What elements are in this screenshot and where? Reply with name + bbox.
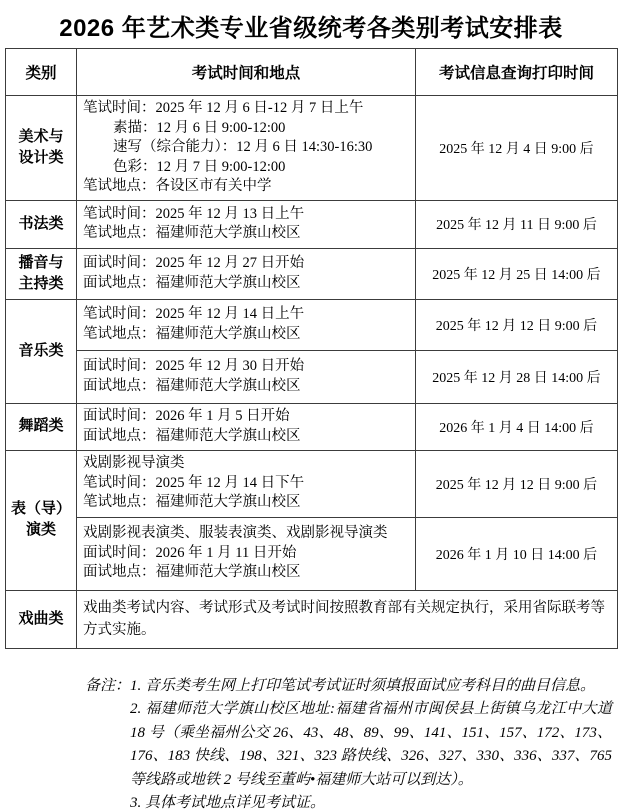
category-cell <box>6 450 77 590</box>
exam-detail-cell <box>77 200 416 248</box>
category-cell <box>6 248 77 299</box>
note-item-2 <box>130 698 612 792</box>
query-time-cell: 2026 年 1 月 4 日 14:00 后 <box>416 403 618 450</box>
category-line: 表（导） <box>10 501 71 517</box>
category-line: 演类 <box>25 522 56 538</box>
detail-line: 速写（综合能力）：12 月 6 日 14:30-16:30 <box>113 139 373 155</box>
detail-line: 面试地点：福建师范大学旗山校区 <box>83 427 301 444</box>
detail-line: 笔试地点：福建师范大学旗山校区 <box>83 494 301 511</box>
table-row-opera <box>6 590 618 648</box>
page-title: 2026 年艺术类专业省级统考各类别考试安排表 <box>59 15 563 42</box>
exam-detail-cell <box>77 299 416 350</box>
exam-detail-cell <box>77 450 416 517</box>
query-time-cell: 2025 年 12 月 4 日 9:00 后 <box>416 96 618 201</box>
category-cell: 书法类 <box>6 200 77 248</box>
detail-line: 戏剧影视表演类、服装表演类、戏剧影视导演类 <box>83 525 388 542</box>
note-line: 1. 音乐类考生网上打印笔试考试证时须填报面试应考科目的曲目信息。 <box>130 677 596 694</box>
table-row-calligraphy <box>6 200 618 248</box>
note-line: 2. 福建师范大学旗山校区地址:福建省福州市闽侯县上街镇乌龙江中大道 <box>130 701 612 717</box>
category-line: 播音与 <box>18 254 64 271</box>
detail-line: 面试地点：福建师范大学旗山校区 <box>83 274 301 291</box>
detail-line: 面试时间：2026 年 1 月 5 日开始 <box>83 408 290 424</box>
category-line: 主持类 <box>18 275 64 292</box>
table-row-performance-interview <box>6 517 618 590</box>
note-item-3 <box>130 792 612 809</box>
header-category: 类别 <box>6 49 77 96</box>
detail-line: 笔试地点：福建师范大学旗山校区 <box>83 225 301 241</box>
category-cell <box>6 96 77 201</box>
exam-detail-cell <box>77 403 416 450</box>
category-line: 美术与 <box>18 128 64 145</box>
exam-detail-cell <box>77 248 416 299</box>
category-cell: 音乐类 <box>6 299 77 403</box>
query-time-cell: 2025 年 12 月 12 日 9:00 后 <box>416 299 618 350</box>
exam-schedule-table <box>5 48 618 649</box>
note-line: 等线路或地铁 2 号线至董屿•福建师大站可以到达）。 <box>130 771 473 788</box>
detail-line: 笔试地点：福建师范大学旗山校区 <box>83 325 301 342</box>
detail-line: 笔试时间：2025 年 12 月 14 日上午 <box>83 306 305 322</box>
query-time-cell: 2025 年 12 月 12 日 9:00 后 <box>416 450 618 517</box>
category-cell: 舞蹈类 <box>6 403 77 450</box>
note-item-1 <box>130 675 612 699</box>
exam-detail-cell <box>77 517 416 590</box>
detail-line: 戏剧影视导演类 <box>83 455 185 472</box>
detail-line: 笔试时间：2025 年 12 月 14 日下午 <box>83 474 305 491</box>
query-time-cell: 2025 年 12 月 25 日 14:00 后 <box>416 248 618 299</box>
note-line: 176、183 快线、198、321、323 路快线、326、327、330、336、337、765 <box>130 748 612 764</box>
detail-line: 笔试时间：2025 年 12 月 6 日-12 月 7 日上午 <box>83 100 364 116</box>
note-line: 18 号（乘坐福州公交 26、43、48、89、99、141、151、157、172、173、 <box>130 724 612 741</box>
detail-line: 色彩：12 月 7 日 9:00-12:00 <box>113 158 286 175</box>
table-row-music-written <box>6 299 618 350</box>
table-row-art-design <box>6 96 618 201</box>
header-time-place: 考试时间和地点 <box>77 49 416 96</box>
category-line: 设计类 <box>18 149 64 166</box>
opera-merged-cell: 戏曲类考试内容、考试形式及考试时间按照教育部有关规定执行，采用省际联考等方式实施。 <box>77 590 618 648</box>
notes-items <box>130 675 612 809</box>
detail-line: 素描：12 月 6 日 9:00-12:00 <box>113 119 286 136</box>
query-time-cell: 2025 年 12 月 11 日 9:00 后 <box>416 200 618 248</box>
detail-line: 笔试时间：2025 年 12 月 13 日上午 <box>83 205 305 222</box>
category-cell: 戏曲类 <box>6 590 77 648</box>
detail-line: 笔试地点：各设区市有关中学 <box>83 178 272 194</box>
table-row-broadcasting <box>6 248 618 299</box>
query-time-cell: 2025 年 12 月 28 日 14:00 后 <box>416 350 618 403</box>
header-query-print-time: 考试信息查询打印时间 <box>416 49 618 96</box>
table-row-performance-written <box>6 450 618 517</box>
detail-line: 面试时间：2025 年 12 月 30 日开始 <box>83 358 305 374</box>
exam-detail-cell <box>77 350 416 403</box>
query-time-cell: 2026 年 1 月 10 日 14:00 后 <box>416 517 618 590</box>
table-row-dance <box>6 403 618 450</box>
note-line: 3. 具体考试地点详见考试证。 <box>130 795 326 809</box>
table-row-music-interview <box>6 350 618 403</box>
header-row <box>6 49 618 96</box>
detail-line: 面试时间：2025 年 12 月 27 日开始 <box>83 255 305 271</box>
notes-section <box>85 675 612 809</box>
exam-detail-cell <box>77 96 416 201</box>
detail-line: 面试地点：福建师范大学旗山校区 <box>83 377 301 394</box>
detail-line: 面试地点：福建师范大学旗山校区 <box>83 564 301 581</box>
detail-line: 面试时间：2026 年 1 月 11 日开始 <box>83 544 297 561</box>
notes-label: 备注： <box>85 677 131 694</box>
table-header <box>6 49 618 96</box>
